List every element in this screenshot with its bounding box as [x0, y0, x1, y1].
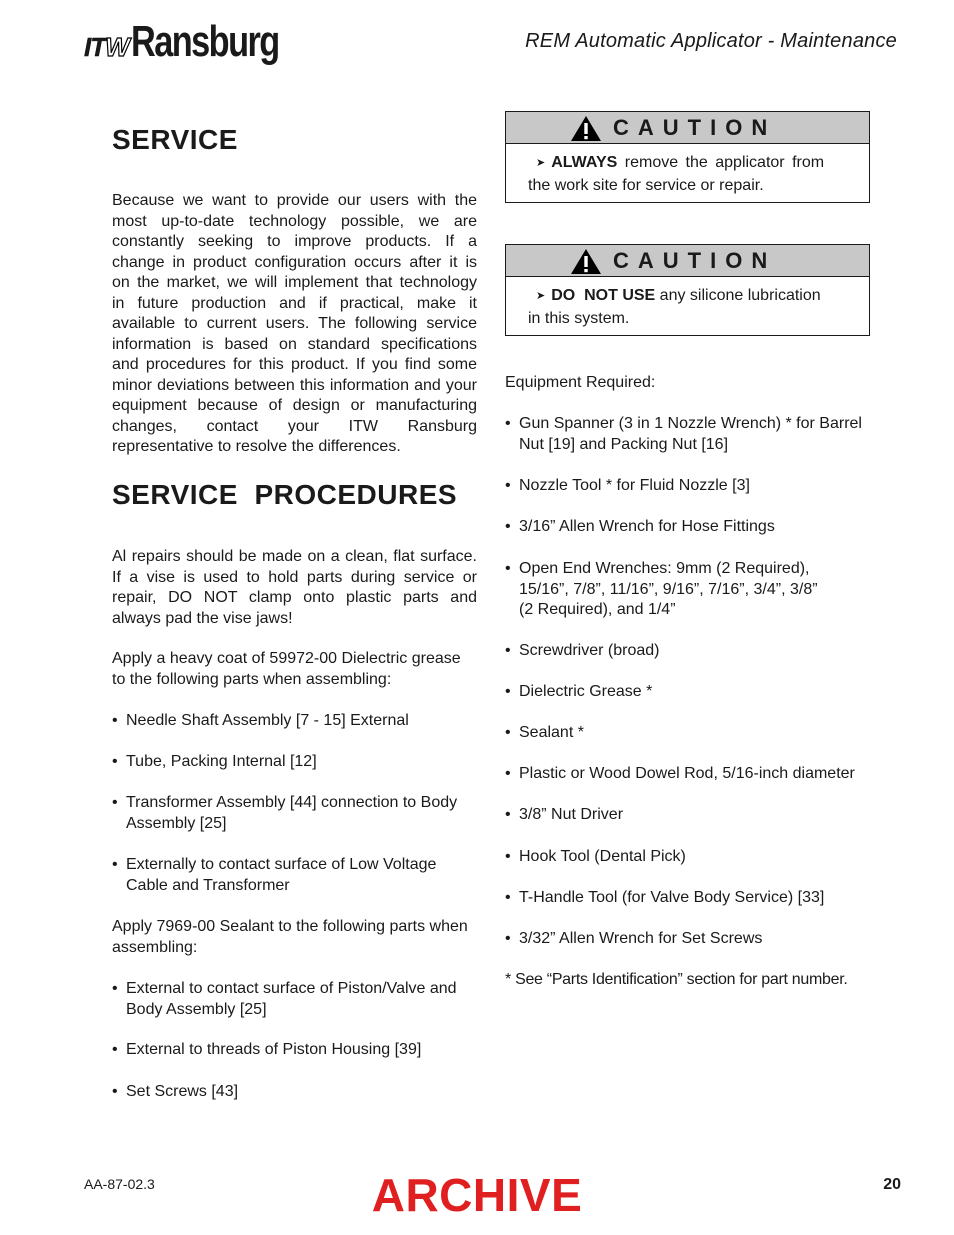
- text-line: information is based on standard specifications: [112, 335, 477, 353]
- bullet-icon: •: [505, 415, 511, 432]
- list-item-text: Nut [19] and Packing Nut [16]: [519, 435, 729, 453]
- caution-header: [506, 112, 869, 144]
- list-item: [505, 929, 762, 950]
- list-item: [112, 752, 317, 773]
- text-line: change in product configuration occurs after it is: [112, 253, 477, 271]
- list-item: [505, 641, 659, 662]
- archive-watermark: ARCHIVE: [371, 1169, 583, 1221]
- caution-title: CAUTION: [613, 248, 777, 273]
- text-line: If a vise is used to hold parts during service or: [112, 568, 477, 586]
- text-line: changes, contact your ITW Ransburg: [112, 417, 477, 435]
- caution-box-remove-applicator: [505, 111, 870, 203]
- text-line: to the following parts when assembling:: [112, 670, 392, 688]
- list-item-text: 15/16”, 7/8”, 11/16”, 9/16”, 7/16”, 3/4”, 3/8”: [519, 580, 818, 598]
- bullet-icon: •: [112, 856, 118, 873]
- text-line: representative to resolve the differences.: [112, 438, 401, 455]
- logo-itw-mark: ITW: [84, 32, 129, 62]
- bullet-icon: •: [505, 560, 511, 577]
- list-item-text: Cable and Transformer: [126, 876, 290, 894]
- sealant-intro: [112, 917, 477, 958]
- caution-line1: any silicone lubrication: [655, 287, 821, 304]
- text-line: Apply a heavy coat of 59972-00 Dielectric grease: [112, 650, 461, 667]
- list-item: [505, 764, 855, 785]
- bullet-icon: •: [112, 712, 118, 729]
- list-item-text: Set Screws [43]: [126, 1083, 239, 1100]
- list-item-text: Hook Tool (Dental Pick): [519, 848, 686, 865]
- text-line: available to current users. The following service: [112, 315, 477, 332]
- bullet-icon: •: [505, 518, 511, 535]
- list-item: [112, 1040, 421, 1061]
- warning-triangle-icon: [570, 248, 602, 275]
- logo-brand-text: Ransburg: [130, 17, 279, 66]
- caution-header: [506, 245, 869, 277]
- list-item-text: 3/32” Allen Wrench for Set Screws: [519, 930, 763, 947]
- running-title: REM Automatic Applicator - Maintenance: [525, 30, 897, 52]
- equipment-footnote: * See “Parts Identification” section for part number.: [505, 971, 848, 988]
- bullet-icon: •: [505, 683, 511, 700]
- text-line: minor deviations between this information and your: [112, 376, 477, 394]
- text-line: constantly seeking to improve products. If a: [112, 233, 477, 250]
- list-item: [505, 517, 775, 538]
- list-item-text: Externally to contact surface of Low Voltage: [126, 856, 437, 873]
- list-item-text: Nozzle Tool * for Fluid Nozzle [3]: [519, 477, 750, 494]
- list-item-text: Body Assembly [25]: [126, 1000, 267, 1018]
- text-line: Because we want to provide our users with the: [112, 192, 477, 209]
- procedures-intro: [112, 547, 477, 629]
- list-item-text: Tube, Packing Internal [12]: [126, 753, 317, 770]
- list-item-text: 3/8” Nut Driver: [519, 806, 624, 823]
- bullet-icon: •: [505, 642, 511, 659]
- list-item: [112, 855, 436, 896]
- text-line: always pad the vise jaws!: [112, 609, 293, 627]
- list-item-text: Dielectric Grease *: [519, 683, 653, 700]
- text-line: Al repairs should be made on a clean, flat surface.: [112, 548, 477, 565]
- list-item: [112, 793, 457, 834]
- service-heading: SERVICE: [112, 124, 238, 155]
- list-item-text: External to contact surface of Piston/Valve and: [126, 980, 457, 997]
- caution-title: CAUTION: [613, 115, 777, 140]
- list-item-text: External to threads of Piston Housing [39]: [126, 1041, 422, 1058]
- list-item-text: Screwdriver (broad): [519, 642, 660, 659]
- arrow-bullet-icon: ➤: [536, 290, 546, 302]
- list-item-text: Sealant *: [519, 724, 584, 741]
- caution-text: [506, 144, 869, 202]
- list-item-text: Plastic or Wood Dowel Rod, 5/16-inch diameter: [519, 765, 855, 782]
- bullet-icon: •: [112, 1041, 118, 1058]
- caution-emphasis: DO NOT USE: [551, 287, 656, 304]
- bullet-icon: •: [112, 794, 118, 811]
- list-item-text: Needle Shaft Assembly [7 - 15] External: [126, 712, 409, 729]
- warning-triangle-icon: [570, 115, 602, 142]
- bullet-icon: •: [505, 724, 511, 741]
- arrow-bullet-icon: ➤: [536, 157, 546, 169]
- list-item: [505, 476, 750, 497]
- list-item-text: Assembly [25]: [126, 814, 227, 832]
- text-line: most up-to-date technology possible, we are: [112, 212, 477, 230]
- bullet-icon: •: [505, 848, 511, 865]
- text-line: repair, DO NOT clamp onto plastic parts and: [112, 589, 477, 606]
- service-procedures-heading: SERVICE PROCEDURES: [112, 479, 458, 510]
- text-line: Apply 7969-00 Sealant to the following parts when: [112, 918, 468, 935]
- page-number: 20: [883, 1176, 901, 1193]
- list-item: [505, 888, 824, 909]
- list-item: [112, 979, 457, 1020]
- list-item: [112, 711, 409, 732]
- bullet-icon: •: [505, 889, 511, 906]
- equipment-label: Equipment Required:: [505, 374, 656, 391]
- list-item: [505, 414, 862, 455]
- bullet-icon: •: [505, 806, 511, 823]
- itw-ransburg-logo: [84, 18, 320, 70]
- caution-box-no-silicone: [505, 244, 870, 336]
- bullet-icon: •: [505, 930, 511, 947]
- list-item-text: (2 Required), and 1/4”: [519, 601, 676, 618]
- caution-line2: in this system.: [528, 310, 630, 327]
- caution-text: [506, 277, 869, 335]
- caution-line2: the work site for service or repair.: [528, 177, 764, 194]
- list-item: [505, 682, 652, 703]
- bullet-icon: •: [112, 753, 118, 770]
- document-code: AA-87-02.3: [84, 1176, 155, 1192]
- bullet-icon: •: [112, 1083, 118, 1100]
- bullet-icon: •: [505, 477, 511, 494]
- grease-intro: [112, 649, 477, 690]
- list-item: [505, 847, 686, 868]
- list-item-text: 3/16” Allen Wrench for Hose Fittings: [519, 518, 775, 535]
- bullet-icon: •: [505, 765, 511, 782]
- text-line: on the market, we will implement that technology: [112, 274, 477, 291]
- caution-emphasis: ALWAYS: [551, 154, 618, 171]
- list-item: [112, 1082, 238, 1103]
- list-item-text: Gun Spanner (3 in 1 Nozzle Wrench) * for Barrel: [519, 415, 862, 432]
- caution-line1: remove the applicator from: [617, 154, 825, 171]
- text-line: and procedures for this product. If you find some: [112, 356, 477, 373]
- text-line: in future production and if practical, make it: [112, 294, 477, 312]
- bullet-icon: •: [112, 980, 118, 997]
- list-item-text: T-Handle Tool (for Valve Body Service) [33]: [519, 889, 825, 906]
- text-line: assembling:: [112, 938, 198, 956]
- list-item: [505, 723, 584, 744]
- service-paragraph: [112, 191, 477, 458]
- list-item-text: Open End Wrenches: 9mm (2 Required),: [519, 560, 810, 577]
- text-line: equipment because of design or manufacturing: [112, 397, 477, 414]
- list-item-text: Transformer Assembly [44] connection to Body: [126, 794, 458, 811]
- list-item: [505, 805, 623, 826]
- list-item: [505, 559, 818, 621]
